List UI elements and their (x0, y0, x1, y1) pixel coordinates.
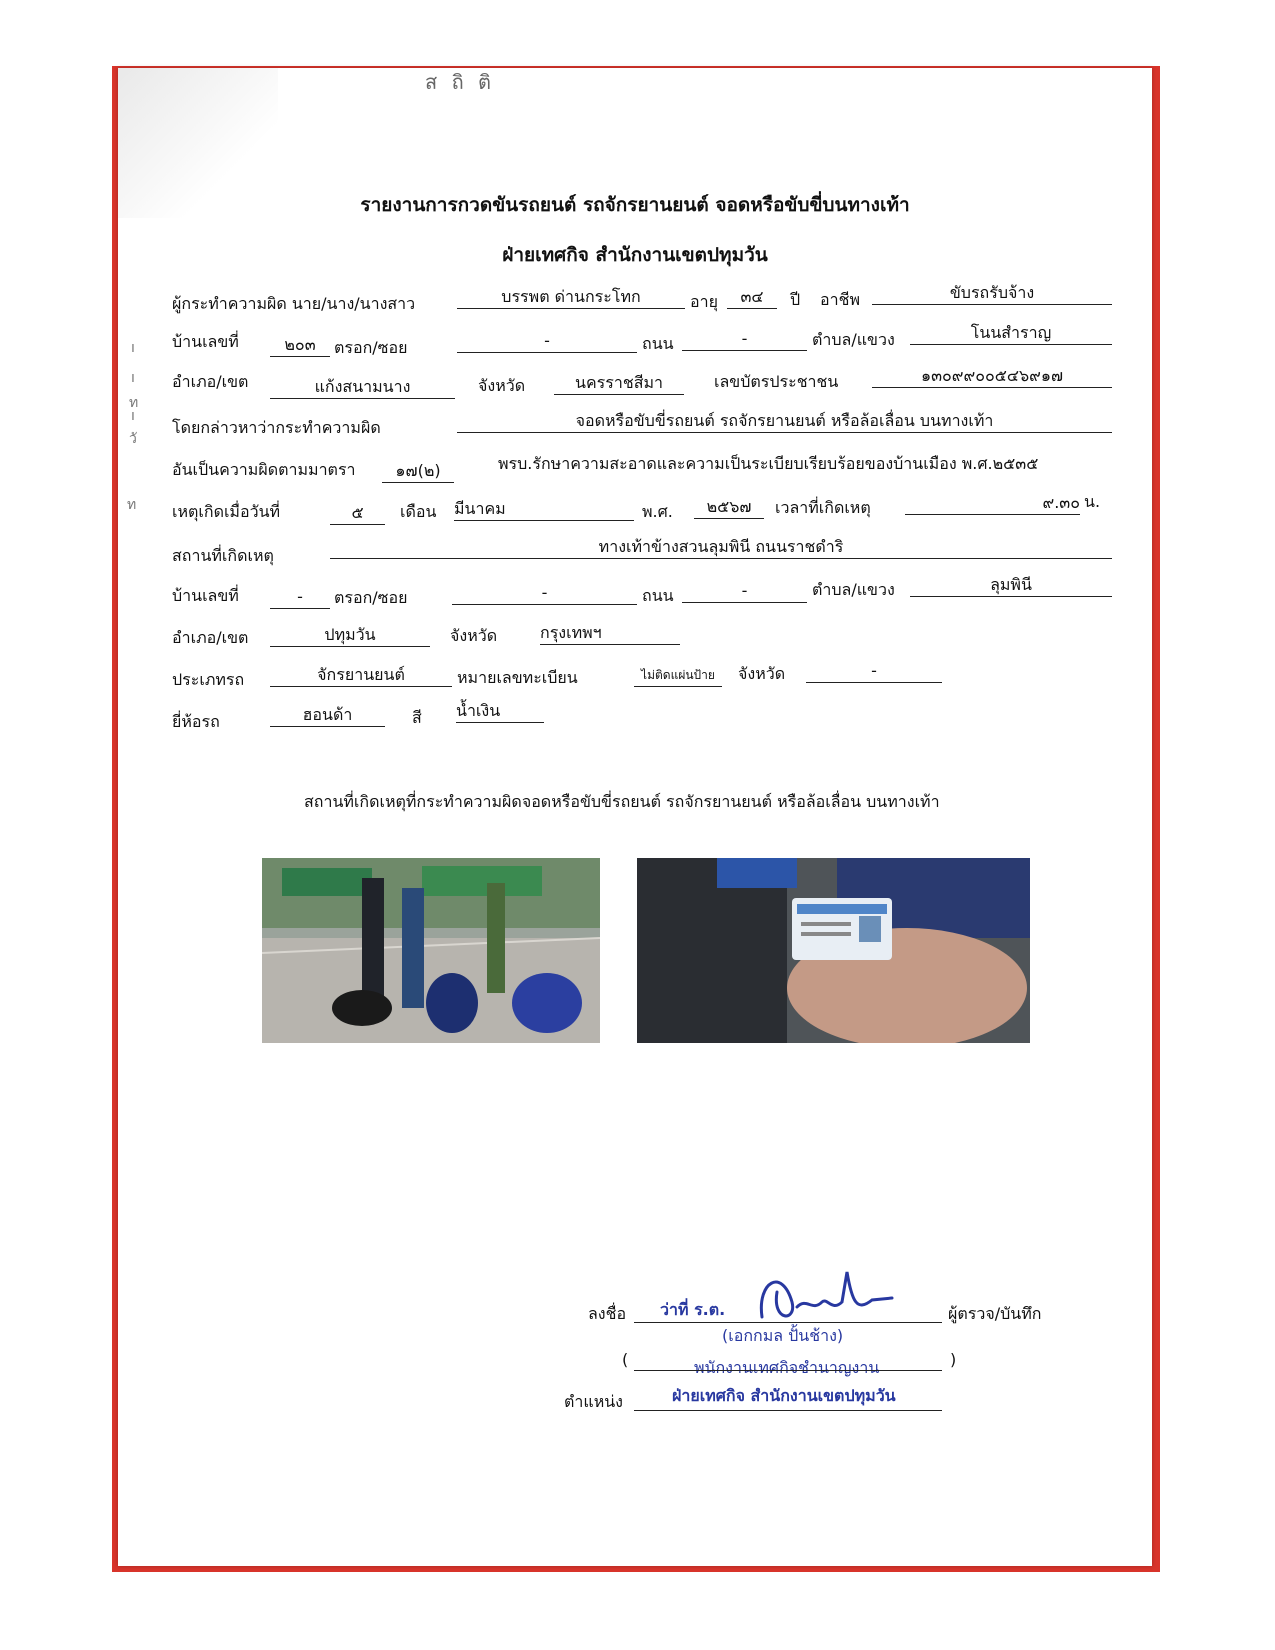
place-district-label: อำเภอ/เขต (172, 628, 249, 647)
accused-label: โดยกล่าวหาว่ากระทำความผิด (172, 418, 381, 437)
subdistrict-value: โนนสำราญ (910, 322, 1112, 345)
section-label: อันเป็นความผิดตามมาตรา (172, 460, 356, 479)
road-label: ถนน (642, 334, 674, 353)
subdistrict-label: ตำบล/แขวง (812, 330, 895, 349)
color-value: น้ำเงิน (456, 700, 544, 723)
id-card-photo (637, 858, 1030, 1043)
margin-mark: ท (127, 497, 137, 513)
vehicle-province-label: จังหวัด (738, 664, 786, 683)
place-road-label: ถนน (642, 586, 674, 605)
margin-mark: วั (129, 431, 137, 447)
date-label: เหตุเกิดเมื่อวันที่ (172, 502, 281, 521)
signature-line (634, 1322, 942, 1323)
margin-mark: ı (131, 340, 135, 356)
signer-role: ผู้ตรวจ/บันทึก (948, 1304, 1042, 1323)
section-value: ๑๗(๒) (382, 460, 454, 483)
id-number: ๑๓๐๙๙๐๐๕๔๖๙๑๗ (872, 365, 1112, 388)
province-label: จังหวัด (478, 376, 526, 395)
place-alley-value: - (452, 582, 637, 605)
place-province-value: กรุงเทพฯ (540, 622, 680, 645)
document-subtitle: ฝ่ายเทศกิจ สำนักงานเขตปทุมวัน (502, 244, 768, 266)
header-ghost-text: ส ถิ ติ (425, 70, 496, 94)
close-paren: ) (950, 1350, 957, 1369)
accused-value: จอดหรือขับขี่รถยนต์ รถจักรยานยนต์ หรือล้อเลื่อน บนทางเท้า (457, 410, 1112, 433)
open-paren: ( (622, 1350, 629, 1369)
margin-mark: ท (129, 395, 139, 411)
color-label: สี (412, 708, 422, 727)
place-district-value: ปทุมวัน (270, 624, 430, 647)
photos-caption: สถานที่เกิดเหตุที่กระทำความผิดจอดหรือขับขี่รถยนต์ รถจักรยานยนต์ หรือล้อเลื่อน บนทางเท้า (304, 792, 940, 811)
brand-label: ยี่ห้อรถ (172, 712, 220, 731)
sign-label: ลงชื่อ (588, 1304, 627, 1323)
place-road-value: - (682, 580, 807, 603)
document-title: รายงานการกวดขันรถยนต์ รถจักรยานยนต์ จอดหรือขับขี่บนทางเท้า (360, 194, 910, 216)
year-label: ปี (790, 290, 801, 309)
position-label: ตำแหน่ง (564, 1392, 623, 1411)
id-label: เลขบัตรประชาชน (714, 372, 839, 391)
place-province-label: จังหวัด (450, 626, 498, 645)
vehicle-province-value: - (806, 660, 942, 683)
position-line (634, 1410, 942, 1411)
year-value: ๒๕๖๗ (694, 496, 764, 519)
house-no-label: บ้านเลขที่ (172, 332, 239, 351)
year-label: พ.ศ. (642, 502, 673, 521)
time-value: ๙.๓๐ (905, 492, 1080, 515)
house-no-value: ๒๐๓ (270, 334, 330, 357)
place-alley-label: ตรอก/ซอย (334, 588, 408, 607)
province-value: นครราชสีมา (554, 372, 684, 395)
month-label: เดือน (400, 502, 437, 521)
signer-position: ฝ่ายเทศกิจ สำนักงานเขตปทุมวัน (672, 1386, 896, 1405)
place-subdistrict-label: ตำบล/แขวง (812, 580, 895, 599)
age-label: อายุ (690, 292, 718, 311)
district-value: แก้งสนามนาง (270, 376, 455, 399)
occupation-value: ขับรถรับจ้าง (872, 282, 1112, 305)
margin-mark: ı (131, 370, 135, 386)
place-house-no-label: บ้านเลขที่ (172, 586, 239, 605)
alley-value: - (457, 330, 637, 353)
place-subdistrict-value: ลุมพินี (910, 574, 1112, 597)
act-name: พรบ.รักษาความสะอาดและความเป็นระเบียบเรียบร้อยของบ้านเมือง พ.ศ.๒๕๓๕ (498, 454, 1039, 473)
offender-name: บรรพต ด่านกระโทก (457, 286, 685, 309)
place-value: ทางเท้าข้างสวนลุมพินี ถนนราชดำริ (330, 536, 1112, 559)
brand-value: ฮอนด้า (270, 704, 385, 727)
vehicle-type-value: จักรยานยนต์ (270, 664, 452, 687)
plate-label: หมายเลขทะเบียน (457, 668, 578, 687)
signer-name: (เอกกมล ปั้นช้าง) (722, 1326, 844, 1345)
month-value: มีนาคม (454, 498, 634, 521)
road-value: - (682, 328, 807, 351)
signer-title: พนักงานเทศกิจชำนาญงาน (694, 1358, 880, 1377)
day-value: ๕ (330, 502, 385, 525)
vehicle-type-label: ประเภทรถ (172, 670, 245, 689)
alley-label: ตรอก/ซอย (334, 338, 408, 357)
place-label: สถานที่เกิดเหตุ (172, 546, 274, 565)
signer-rank: ว่าที่ ร.ต. (660, 1300, 726, 1319)
plate-value: ไม่ติดแผ่นป้าย (634, 664, 722, 687)
time-unit: น. (1084, 492, 1101, 511)
scene-photo (262, 858, 600, 1043)
district-label: อำเภอ/เขต (172, 372, 249, 391)
margin-mark: ı (131, 408, 135, 424)
time-label: เวลาที่เกิดเหตุ (775, 498, 871, 517)
age-value: ๓๔ (727, 286, 777, 309)
occupation-label: อาชีพ (820, 290, 860, 309)
place-house-no-value: - (270, 586, 330, 609)
offender-label: ผู้กระทำความผิด นาย/นาง/นางสาว (172, 294, 416, 313)
title-line (634, 1370, 942, 1371)
